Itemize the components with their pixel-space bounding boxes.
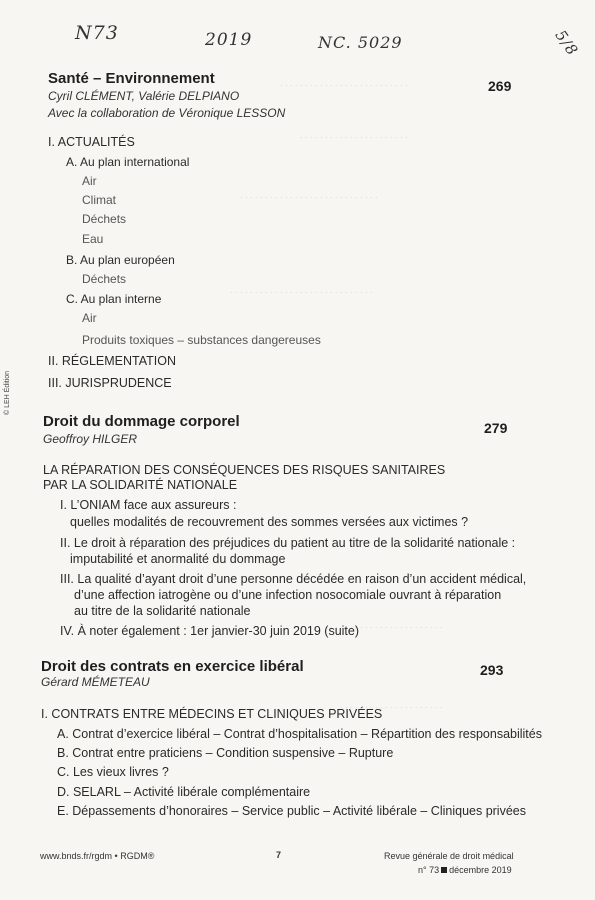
toc-line: B. Contrat entre praticiens – Condition suspensive – Rupture [57,746,394,760]
toc-line: D. SELARL – Activité libérale complémentaire [57,785,311,799]
toc-line: A. Au plan international [66,155,190,169]
section-3-page: 293 [480,662,504,678]
section-2-author: Geoffroy HILGER [43,432,138,446]
section-2-title: Droit du dommage corporel [43,413,240,430]
section-1-title: Santé – Environnement [48,70,215,87]
toc-line: II. RÉGLEMENTATION [48,354,177,368]
toc-line: Air [82,174,97,188]
copyright-side-label: © LEH Édition [4,370,11,415]
toc-line: III. JURISPRUDENCE [48,376,172,390]
footer-date: décembre 2019 [449,865,512,875]
toc-line: PAR LA SOLIDARITÉ NATIONALE [43,478,238,492]
footer-page-number: 7 [276,850,282,860]
footer-issue-number: n° 73 [418,865,440,875]
toc-line: I. ACTUALITÉS [48,135,135,149]
footer-separator: • [114,851,118,861]
toc-line: imputabilité et anormalité du dommage [70,552,286,566]
toc-line: Air [82,311,97,325]
toc-line: d’une affection iatrogène ou d’une infection nosocomiale ouvrant à réparation [74,588,502,602]
footer-url [40,851,154,861]
toc-line: IV. À noter également : 1er janvier-30 juin 2019 (suite) [60,624,360,638]
toc-line: Climat [82,193,117,207]
handwritten-year: 2019 [205,30,253,50]
handwritten-pages: 5/8 [551,26,582,60]
toc-line: LA RÉPARATION DES CONSÉQUENCES DES RISQUES SANITAIRES [43,463,446,477]
toc-line: au titre de la solidarité nationale [74,604,251,618]
toc-line: B. Au plan européen [66,253,175,267]
toc-line: A. Contrat d’exercice libéral – Contrat d’hospitalisation – Répartition des responsabilités [57,727,542,741]
section-3-author: Gérard MÉMETEAU [41,675,150,689]
section-3-title: Droit des contrats en exercice libéral [41,658,304,675]
toc-line: Déchets [82,212,127,226]
footer-journal: Revue générale de droit médical [384,851,514,861]
toc-line: I. L’ONIAM face aux assureurs : [60,498,237,512]
footer-brand: RGDM® [120,851,155,861]
square-bullet-icon [441,867,447,873]
handwritten-code: NC. 5029 [318,33,403,52]
toc-line: E. Dépassements d’honoraires – Service public – Activité libérale – Cliniques privées [57,804,526,818]
toc-line: II. Le droit à réparation des préjudices du patient au titre de la solidarité nationale : [60,536,516,550]
toc-line: Eau [82,232,104,246]
toc-line: Déchets [82,272,127,286]
toc-line: III. La qualité d’ayant droit d’une personne décédée en raison d’un accident médical, [60,572,527,586]
toc-line: C. Au plan interne [66,292,162,306]
toc-line: I. CONTRATS ENTRE MÉDECINS ET CLINIQUES PRIVÉES [41,707,383,721]
toc-line: Produits toxiques – substances dangereuses [82,333,321,347]
footer-url-text: www.bnds.fr/rgdm [40,851,113,861]
handwritten-ref: N73 [75,22,119,44]
section-1-author: Cyril CLÉMENT, Valérie DELPIANO [48,89,240,103]
toc-line: C. Les vieux livres ? [57,765,169,779]
toc-line: quelles modalités de recouvrement des sommes versées aux victimes ? [70,515,469,529]
section-1-collab: Avec la collaboration de Véronique LESSON [48,106,286,120]
footer-issue [418,865,512,875]
section-2-page: 279 [484,420,508,436]
section-1-page: 269 [488,78,512,94]
